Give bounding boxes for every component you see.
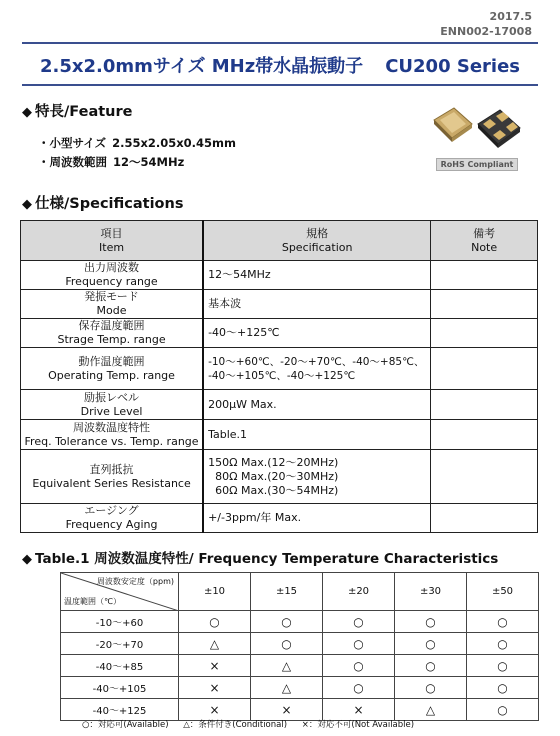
spec-item — [21, 348, 204, 390]
col-en: Note — [471, 240, 498, 254]
col-jp: 備考 — [473, 226, 496, 240]
freq-temp-table — [60, 572, 539, 721]
table-row — [61, 655, 539, 677]
availability-cell: ○ — [323, 633, 395, 655]
crystal-bottom-image — [474, 102, 524, 152]
spec-value — [203, 450, 431, 504]
feature-item — [38, 153, 236, 172]
rohs-badge: RoHS Compliant — [436, 158, 518, 171]
corner-temp-label: 温度範囲（℃） — [64, 597, 121, 606]
table1-heading-text: Table.1 周波数温度特性/ Frequency Temperature Characteristics — [35, 551, 499, 567]
table-row — [21, 390, 538, 420]
item-jp: 直列抵抗 — [89, 462, 134, 476]
item-en: Equivalent Series Resistance — [32, 476, 191, 490]
feature-item — [38, 134, 236, 153]
spec-col-note — [431, 221, 538, 261]
temp-range: -40～+105 — [61, 677, 179, 699]
spec-item — [21, 290, 204, 319]
spec-value — [203, 261, 431, 290]
item-jp: 周波数温度特性 — [73, 420, 151, 434]
availability-cell: ○ — [395, 633, 467, 655]
availability-cell: △ — [251, 677, 323, 699]
availability-cell: ○ — [251, 633, 323, 655]
availability-cell: △ — [251, 655, 323, 677]
availability-cell: ○ — [323, 611, 395, 633]
table-row — [21, 420, 538, 450]
feature-heading-text: 特長/Feature — [35, 104, 133, 120]
value-line: Table.1 — [208, 427, 248, 441]
availability-cell: ○ — [467, 633, 539, 655]
specs-heading — [22, 192, 183, 213]
item-en: Operating Temp. range — [48, 368, 175, 382]
spec-value — [203, 290, 431, 319]
feature-value: 12～54MHz — [113, 155, 185, 169]
spec-note — [431, 390, 538, 420]
legend-available: ○：対応可(Available) — [82, 720, 169, 730]
table-row — [21, 504, 538, 533]
value-line: 60Ω Max.(30～54MHz) — [208, 483, 339, 497]
temp-range: -40～+125 — [61, 699, 179, 721]
spec-value — [203, 420, 431, 450]
availability-cell: ○ — [179, 611, 251, 633]
value-line: +/-3ppm/年 Max. — [208, 511, 302, 524]
value-line: 80Ω Max.(20～30MHz) — [208, 469, 339, 483]
value-line: 150Ω Max.(12～20MHz) — [208, 455, 339, 469]
item-jp: エージング — [84, 504, 139, 517]
availability-cell: ○ — [323, 677, 395, 699]
availability-cell: ○ — [323, 655, 395, 677]
item-en: Frequency Aging — [65, 518, 158, 531]
spec-col-item — [21, 221, 204, 261]
temp-range: -10～+60 — [61, 611, 179, 633]
availability-cell: × — [179, 655, 251, 677]
spec-note — [431, 290, 538, 319]
col-jp: 項目 — [100, 226, 123, 240]
availability-cell: × — [251, 699, 323, 721]
spec-note — [431, 504, 538, 533]
availability-cell: ○ — [395, 677, 467, 699]
availability-cell: ○ — [251, 611, 323, 633]
spec-item — [21, 261, 204, 290]
diamond-bullet-icon: ◆ — [22, 552, 32, 567]
legend-not-available: ×：対応不可(Not Available) — [301, 720, 415, 730]
spec-note — [431, 348, 538, 390]
spec-col-spec — [203, 221, 431, 261]
availability-cell: ○ — [467, 677, 539, 699]
doc-date: 2017.5 — [489, 10, 532, 23]
availability-cell: ○ — [467, 699, 539, 721]
value-line: -40～+105℃、-40～+125℃ — [208, 369, 356, 382]
availability-cell: ○ — [395, 611, 467, 633]
table-row — [61, 677, 539, 699]
title-series: CU200 Series — [385, 56, 520, 77]
feature-heading — [22, 100, 132, 121]
table1-legend — [82, 718, 426, 730]
value-line: 12～54MHz — [208, 268, 271, 281]
table1-heading — [22, 547, 498, 567]
diamond-bullet-icon: ◆ — [22, 197, 32, 212]
corner-stability-label: 周波数安定度（ppm) — [96, 577, 174, 586]
spec-value — [203, 504, 431, 533]
availability-cell: ○ — [395, 655, 467, 677]
spec-note — [431, 261, 538, 290]
page-title — [22, 52, 538, 78]
spec-item — [21, 504, 204, 533]
item-jp: 励振レベル — [84, 390, 140, 404]
doc-number: ENN002-17008 — [440, 25, 532, 38]
spec-item — [21, 319, 204, 348]
crystal-top-image — [428, 102, 476, 150]
spec-value — [203, 348, 431, 390]
table-row — [61, 633, 539, 655]
diamond-bullet-icon: ◆ — [22, 105, 32, 120]
spec-note — [431, 319, 538, 348]
item-jp: 動作温度範囲 — [78, 354, 145, 368]
value-line: 基本波 — [208, 297, 242, 310]
item-en: Strage Temp. range — [57, 333, 166, 346]
spec-note — [431, 450, 538, 504]
availability-cell: × — [179, 677, 251, 699]
value-line: -40～+125℃ — [208, 326, 280, 339]
item-en: Mode — [96, 304, 127, 317]
spec-value — [203, 390, 431, 420]
availability-cell: ○ — [467, 655, 539, 677]
table-row — [21, 261, 538, 290]
title-main: 2.5x2.0mmサイズ MHz帯水晶振動子 — [40, 56, 364, 77]
table1-corner — [61, 573, 179, 611]
spec-item — [21, 420, 204, 450]
spec-note — [431, 420, 538, 450]
temp-range: -40～+85 — [61, 655, 179, 677]
spec-header-row — [21, 221, 538, 261]
stability-col: ±50 — [467, 573, 539, 611]
value-line: -10～+60℃、-20～+70℃、-40～+85℃、 — [208, 355, 425, 368]
stability-col: ±20 — [323, 573, 395, 611]
table-row — [21, 290, 538, 319]
table-row — [61, 611, 539, 633]
table-row — [21, 348, 538, 390]
stability-col: ±10 — [179, 573, 251, 611]
item-en: Frequency range — [65, 275, 158, 288]
temp-range: -20～+70 — [61, 633, 179, 655]
spec-item — [21, 390, 204, 420]
item-jp: 出力周波数 — [84, 261, 140, 274]
spec-table — [20, 220, 538, 533]
stability-col: ±15 — [251, 573, 323, 611]
availability-cell: △ — [179, 633, 251, 655]
availability-cell: ○ — [467, 611, 539, 633]
col-en: Specification — [281, 240, 353, 254]
item-en: Freq. Tolerance vs. Temp. range — [24, 434, 199, 448]
value-line: 200μW Max. — [208, 397, 277, 411]
col-en: Item — [99, 240, 125, 254]
availability-cell: × — [179, 699, 251, 721]
specs-heading-text: 仕様/Specifications — [35, 196, 184, 212]
feature-list — [38, 134, 236, 172]
table-row — [21, 450, 538, 504]
title-rule-bottom — [22, 84, 538, 86]
item-jp: 発振モード — [84, 290, 139, 303]
feature-value: 2.55x2.05x0.45mm — [112, 136, 237, 150]
item-jp: 保存温度範囲 — [78, 319, 145, 332]
title-rule-top — [22, 42, 538, 44]
stability-col: ±30 — [395, 573, 467, 611]
legend-conditional: △：条件付き(Conditional) — [183, 720, 288, 730]
feature-label: ・小型サイズ — [38, 136, 107, 150]
spec-value — [203, 319, 431, 348]
table1-header-row — [61, 573, 539, 611]
item-en: Drive Level — [80, 404, 143, 418]
availability-cell: △ — [395, 699, 467, 721]
table-row — [21, 319, 538, 348]
availability-cell: × — [323, 699, 395, 721]
spec-item — [21, 450, 204, 504]
col-jp: 規格 — [306, 226, 329, 240]
feature-label: ・周波数範囲 — [38, 155, 107, 169]
